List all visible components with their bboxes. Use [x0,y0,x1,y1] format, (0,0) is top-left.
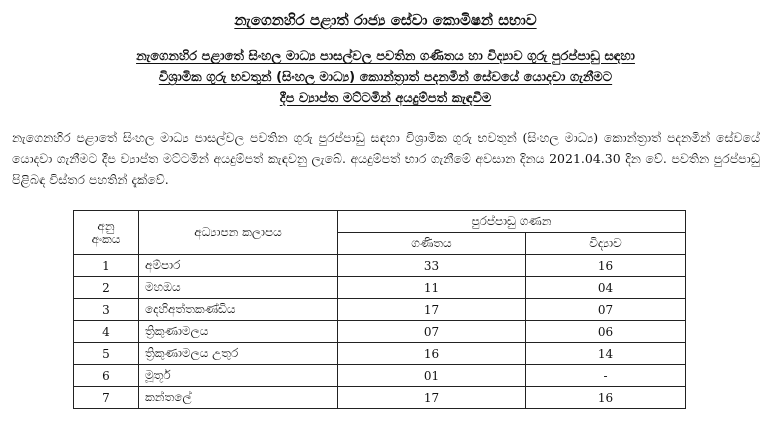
row-science: - [525,365,685,387]
row-science: 06 [525,321,685,343]
table-row [74,343,686,365]
heading-line-2: විශ්‍රාමික ගුරු භවතුන් (සිංහල මාධ්‍ය) කොන්ත්‍රාත් පදනමින් සේවයේ යොදවා ගැනීමට [158,70,613,85]
header-vacancy-count: පුරප්පාඩු ගණන [338,211,686,233]
table-row [74,255,686,277]
row-science: 14 [525,343,685,365]
header-maths: ගණිතය [338,233,526,255]
row-maths: 16 [338,343,526,365]
row-maths: 11 [338,277,526,299]
notice-heading [40,46,731,109]
row-science: 16 [525,387,685,409]
row-maths: 33 [338,255,526,277]
row-science: 16 [525,255,685,277]
row-zone: ත්‍රිකුණාමලය [139,321,338,343]
commission-title: නැගෙනහිර පළාත් රාජ්‍ය සේවා කොමිෂන් සභාව [234,11,537,29]
row-no: 7 [74,387,139,409]
table-row [74,387,686,409]
row-maths: 17 [338,299,526,321]
row-zone: කන්තලේ [139,387,338,409]
header-serial-no: අනු අංකය [74,211,139,255]
row-maths: 17 [338,387,526,409]
row-no: 2 [74,277,139,299]
table-row [74,321,686,343]
table-row [74,365,686,387]
row-zone: ත්‍රිකුණාමලය උතුර [139,343,338,365]
row-no: 4 [74,321,139,343]
header-education-zone: අධ්‍යාපන කලාපය [139,211,338,255]
row-maths: 01 [338,365,526,387]
notice-body: නැගෙනහිර පළාතේ සිංහල මාධ්‍ය පාසල්වල පවතින ගුරු පුරප්පාඩු සඳහා විශ්‍රාමික ගුරු භවතුන් (සිංහල මාධ්‍ය) කොන්ත්‍රාත් පදනමින් සේවයේ යොදවා ගැනීමට දීප ව්‍යාප්ත මට්ටමින් අයදුම්පත් කැඳවනු ලැබේ. අයදුම්පත් භාර ගැනීමේ අවසාන දිනය 2021.04.30 දින වේ. පවතින පුරප්පාඩු පිළිබඳ විස්තර පහතින් දැක්වේ. [12,130,760,187]
table-row [74,299,686,321]
vacancy-table [73,210,686,409]
row-no: 3 [74,299,139,321]
row-zone: දෙහිඅත්තකණ්ඩිය [139,299,338,321]
table-header-row [74,211,686,233]
row-science: 07 [525,299,685,321]
row-zone: අම්පාර [139,255,338,277]
row-zone: මහඔය [139,277,338,299]
table-row [74,277,686,299]
row-no: 5 [74,343,139,365]
heading-line-3: දීප ව්‍යාප්ත මට්ටමින් අයදුම්පත් කැඳවීම [279,91,492,106]
header-science: විද්‍යාව [525,233,685,255]
row-science: 04 [525,277,685,299]
row-maths: 07 [338,321,526,343]
row-zone: මූතූර් [139,365,338,387]
row-no: 6 [74,365,139,387]
heading-line-1: නැගෙනහිර පළාතේ සිංහල මාධ්‍ය පාසල්වල පවතින ගණිතය හා විද්‍යාව ගුරු පුරප්පාඩු සඳහා [136,49,635,64]
row-no: 1 [74,255,139,277]
